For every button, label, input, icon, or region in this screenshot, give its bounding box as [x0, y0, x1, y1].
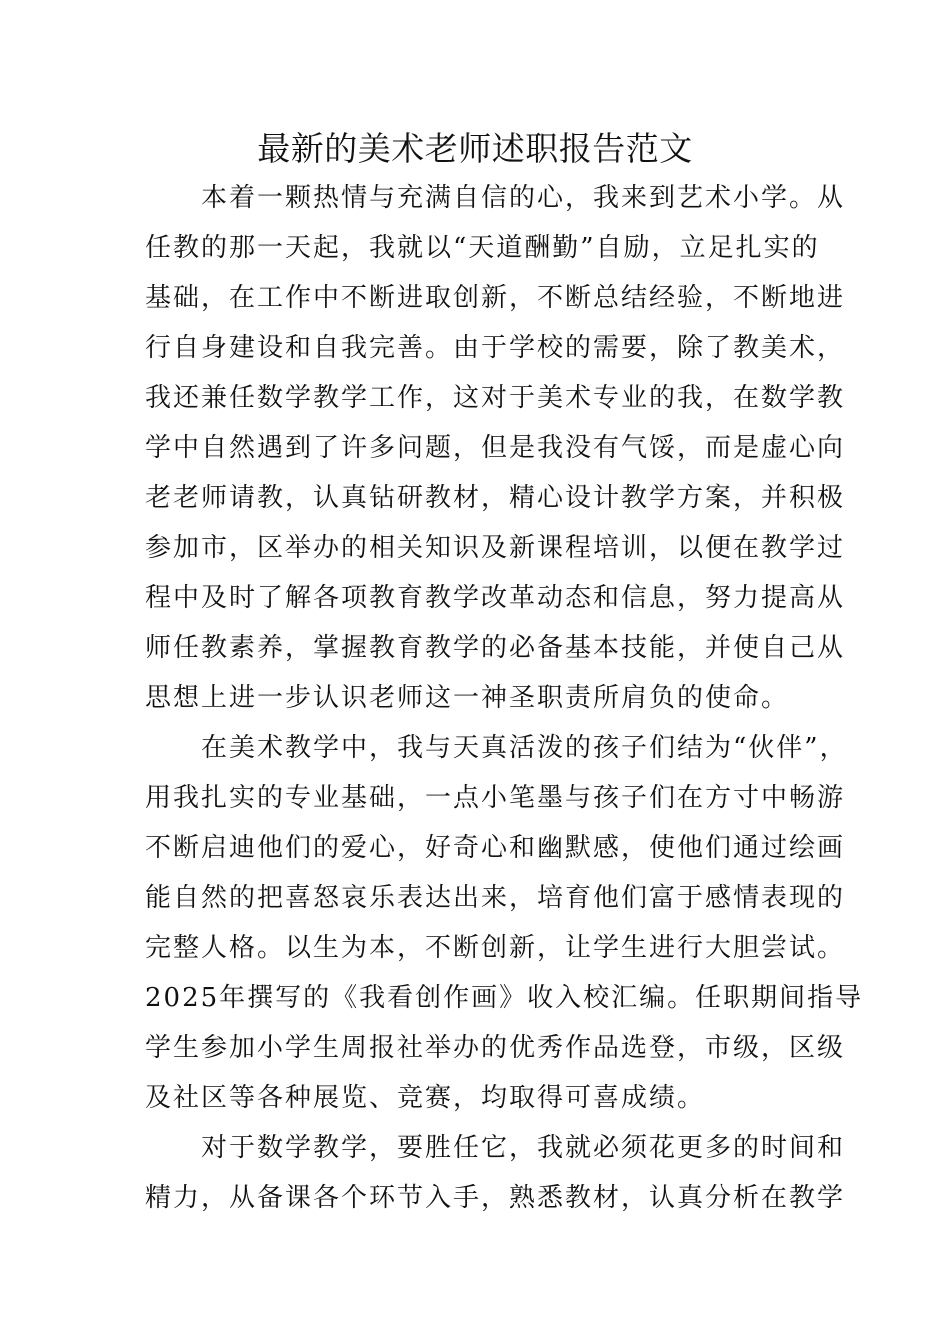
paragraph-line: 精力，从备课各个环节入手，熟悉教材，认真分析在教学	[145, 1183, 846, 1213]
paragraph-line: 学中自然遇到了许多问题，但是我没有气馁，而是虚心向	[145, 433, 846, 463]
paragraph-line: 在美术教学中，我与天真活泼的孩子们结为“伙伴”，	[145, 733, 848, 763]
paragraph-line: 本着一颗热情与充满自信的心，我来到艺术小学。从	[145, 183, 846, 213]
paragraph-line: 师任教素养，掌握教育教学的必备基本技能，并使自己从	[145, 633, 846, 663]
paragraph-line: 程中及时了解各项教育教学改革动态和信息，努力提高从	[145, 583, 846, 613]
paragraph-line: 我还兼任数学教学工作，这对于美术专业的我，在数学教	[145, 383, 846, 413]
paragraph-line: 用我扎实的专业基础，一点小笔墨与孩子们在方寸中畅游	[145, 783, 846, 813]
paragraph-line: 及社区等各种展览、竞赛，均取得可喜成绩。	[145, 1083, 706, 1113]
paragraph-line: 行自身建设和自我完善。由于学校的需要，除了教美术，	[145, 333, 846, 363]
paragraph-line: 2025年撰写的《我看创作画》收入校汇编。任职期间指导	[145, 983, 864, 1013]
paragraph-line: 基础，在工作中不断进取创新，不断总结经验，不断地进	[145, 283, 846, 313]
document-title: 最新的美术老师述职报告范文	[257, 129, 693, 168]
paragraph-line: 学生参加小学生周报社举办的优秀作品选登，市级，区级	[145, 1033, 846, 1063]
paragraph-line: 任教的那一天起，我就以“天道酬勤”自励，立足扎实的	[145, 233, 820, 263]
paragraph-line: 思想上进一步认识老师这一神圣职责所肩负的使命。	[145, 683, 790, 713]
paragraph-line: 完整人格。以生为本，不断创新，让学生进行大胆尝试。	[145, 933, 846, 963]
paragraph-line: 老老师请教，认真钻研教材，精心设计教学方案，并积极	[145, 483, 846, 513]
paragraph-line: 能自然的把喜怒哀乐表达出来，培育他们富于感情表现的	[145, 883, 846, 913]
paragraph-line: 不断启迪他们的爱心，好奇心和幽默感，使他们通过绘画	[145, 833, 846, 863]
paragraph-line: 对于数学教学，要胜任它，我就必须花更多的时间和	[145, 1133, 846, 1163]
paragraph-line: 参加市，区举办的相关知识及新课程培训，以便在教学过	[145, 533, 846, 563]
